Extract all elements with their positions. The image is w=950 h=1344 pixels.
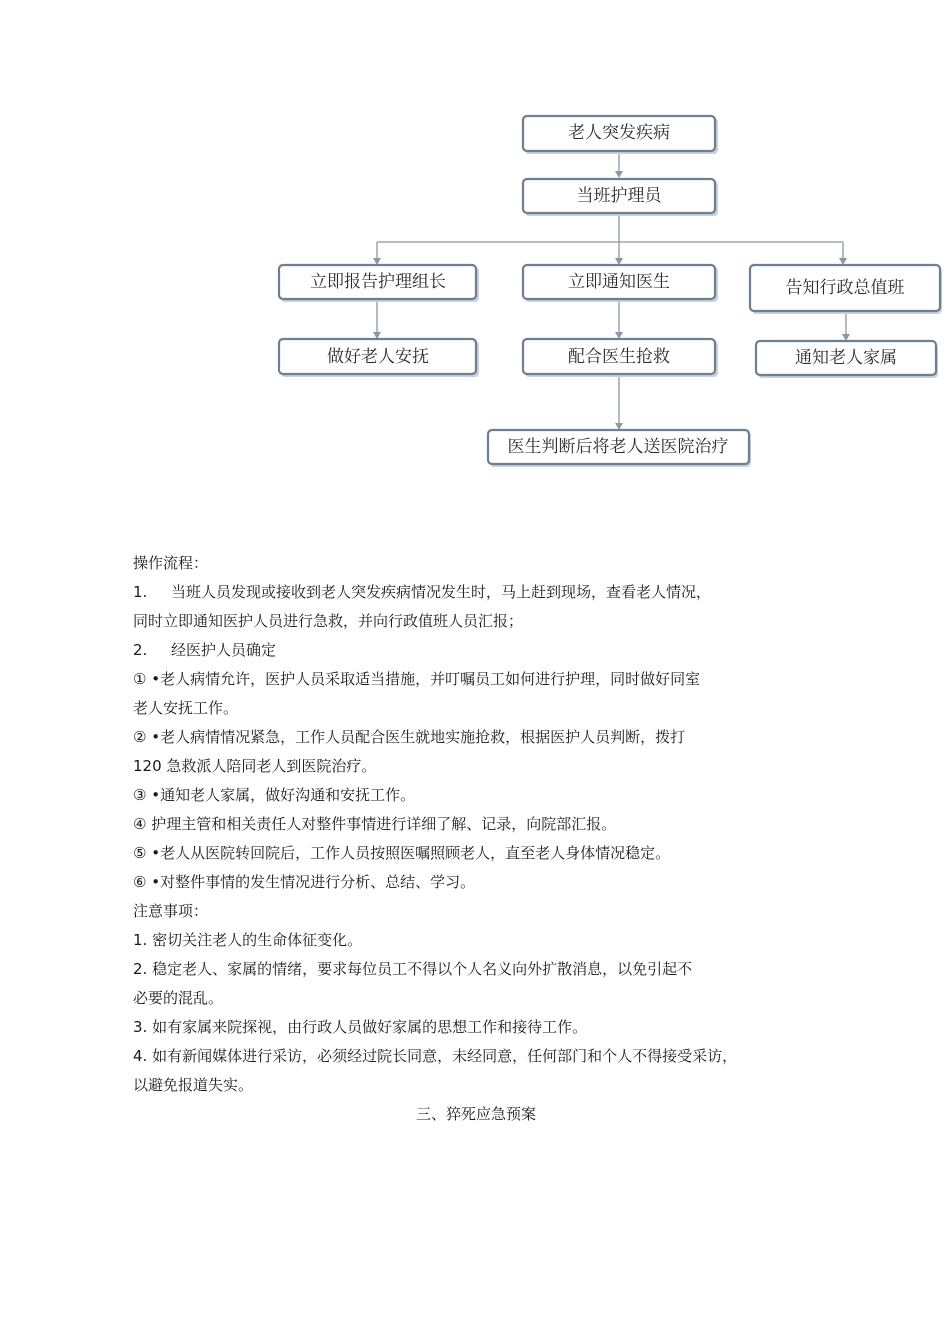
- node-onset: [523, 116, 718, 154]
- node-hospital-label: 医生判断后将老人送医院治疗: [507, 437, 729, 457]
- case-6: ⑥ •对整件事情的发生情况进行分析、总结、学习。: [133, 873, 476, 891]
- step-2-line-1: [133, 636, 833, 665]
- note-2-line-1: 2. 稳定老人、家属的情绪，要求每位员工不得以个人名义向外扩散消息，以免引起不: [133, 960, 693, 978]
- step-2-text: 经医护人员确定: [171, 641, 277, 659]
- case-1-line-1: ① •老人病情允许，医护人员采取适当措施，并叮嘱员工如何进行护理，同时做好同室: [133, 670, 701, 688]
- node-hospital: [488, 430, 751, 467]
- notes-heading: 注意事项：: [133, 902, 209, 920]
- node-comfort: [279, 339, 479, 377]
- procedure-text: [133, 549, 833, 1129]
- procedure-heading: 操作流程：: [133, 554, 209, 572]
- section-title: 三、猝死应急预案: [415, 1105, 536, 1123]
- node-onset-label: 老人突发疾病: [568, 123, 670, 143]
- case-3: ③ •通知老人家属，做好沟通和安抚工作。: [133, 786, 416, 804]
- emergency-flowchart: [0, 0, 950, 520]
- node-notify-admin: [750, 265, 942, 314]
- case-4: ④ 护理主管和相关责任人对整件事情进行详细了解、记录，向院部汇报。: [133, 815, 617, 833]
- case-5: ⑤ •老人从医院转回院后，工作人员按照医嘱照顾老人，直至老人身体情况稳定。: [133, 844, 671, 862]
- case-2-line-2: 120 急救派人陪同老人到医院治疗。: [133, 757, 377, 775]
- step-1-text: 当班人员发现或接收到老人突发疾病情况发生时，马上赶到现场，查看老人情况，: [171, 583, 712, 601]
- note-4-line-1: 4. 如有新闻媒体进行采访，必须经过院长同意，未经同意，任何部门和个人不得接受采访，: [133, 1047, 738, 1065]
- node-nurse: [523, 179, 718, 216]
- node-assist-rescue-label: 配合医生抢救: [568, 347, 670, 367]
- node-report-leader: [279, 265, 479, 302]
- note-2-line-2: 必要的混乱。: [133, 989, 224, 1007]
- step-2-number: 2.: [133, 641, 148, 659]
- arrowhead-icon: [615, 171, 623, 178]
- node-notify-admin-label: 告知行政总值班: [785, 278, 905, 298]
- step-1-number: 1.: [133, 583, 148, 601]
- node-notify-family: [756, 341, 938, 378]
- node-comfort-label: 做好老人安抚: [327, 347, 429, 367]
- node-notify-doctor-label: 立即通知医生: [568, 272, 670, 292]
- node-notify-doctor: [523, 265, 718, 302]
- node-notify-family-label: 通知老人家属: [795, 348, 897, 368]
- node-report-leader-label: 立即报告护理组长: [310, 272, 446, 292]
- node-assist-rescue: [523, 339, 718, 377]
- node-nurse-label: 当班护理员: [576, 186, 662, 206]
- case-1-line-2: 老人安抚工作。: [133, 699, 239, 717]
- case-2-line-1: ② •老人病情情况紧急，工作人员配合医生就地实施抢救，根据医护人员判断，拨打: [133, 728, 686, 746]
- note-1: 1. 密切关注老人的生命体征变化。: [133, 931, 363, 949]
- step-1-line-2: 同时立即通知医护人员进行急救，并向行政值班人员汇报；: [133, 612, 524, 630]
- note-4-line-2: 以避免报道失实。: [133, 1076, 254, 1094]
- note-3: 3. 如有家属来院探视，由行政人员做好家属的思想工作和接待工作。: [133, 1018, 588, 1036]
- step-1-line-1: [133, 578, 833, 607]
